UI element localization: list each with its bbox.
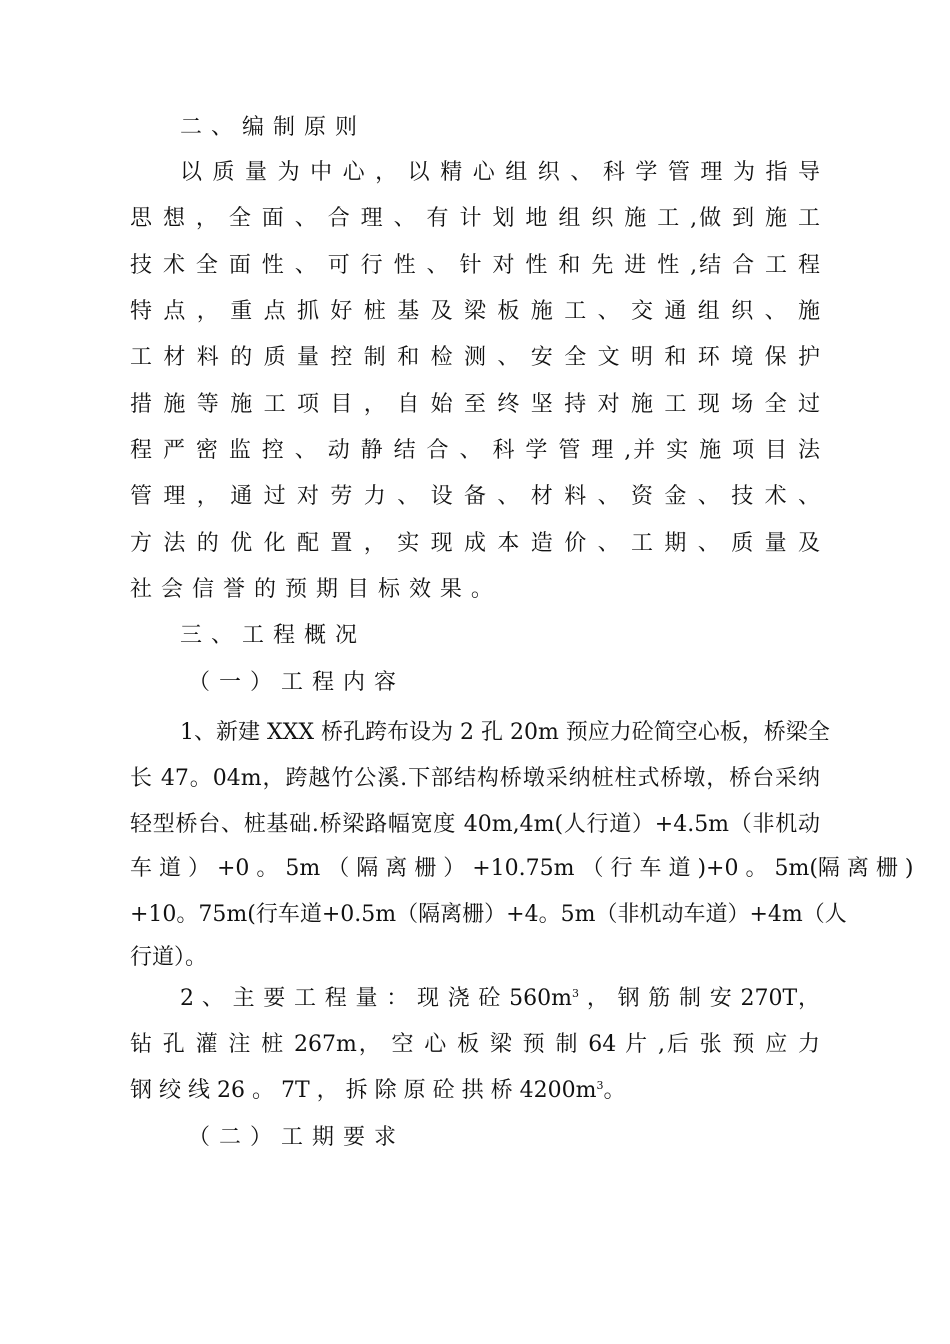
paragraph-line: 1、新建 XXX 桥孔跨布设为 2 孔 20m 预应力砼简空心板，桥梁全 [180, 720, 830, 745]
paragraph-line: 钻 孔 灌 注 桩 267m， 空 心 板 梁 预 制 64 片 ,后 张 预 应 力 [130, 1032, 820, 1057]
section-heading-principles: 二、编制原则 [180, 115, 367, 140]
paragraph-line: 特 点 ， 重 点 抓 好 桩 基 及 梁 板 施 工 、 交 通 组 织 、 施 [130, 299, 820, 324]
paragraph-line: 思 想 ， 全 面 、 合 理 、 有 计 划 地 组 织 施 工 ,做 到 施 工 [130, 206, 820, 231]
paragraph-line: 工 材 料 的 质 量 控 制 和 检 测 、 安 全 文 明 和 环 境 保 护 [130, 345, 820, 370]
paragraph-line: 措 施 等 施 工 项 目 ， 自 始 至 终 坚 持 对 施 工 现 场 全 过 [130, 392, 820, 417]
subsection-heading-schedule: （二）工期要求 [188, 1125, 406, 1150]
paragraph-line: 轻型桥台、桩基础.桥梁路幅宽度 40m,4m(人行道）+4.5m（非机动 [130, 812, 820, 837]
superscript: 3 [596, 1079, 604, 1092]
paragraph-line: 社 会 信 誉 的 预 期 目 标 效 果 。 [130, 577, 494, 602]
paragraph-line: 管 理 ， 通 过 对 劳 力 、 设 备 、 材 料 、 资 金 、 技 术 、 [130, 484, 820, 509]
paragraph-line: 钢 绞 线 26 。 7T ， 拆 除 原 砼 拱 桥 $4200m^3$。 [130, 1078, 626, 1103]
paragraph-line: +10。75m(行车道+0.5m（隔离栅）+4。5m（非机动车道）+4m（人 [130, 902, 847, 927]
paragraph-line: 方 法 的 优 化 配 置 ， 实 现 成 本 造 价 、 工 期 、 质 量 及 [130, 531, 820, 556]
paragraph-line: 行道）。 [130, 945, 208, 970]
paragraph-line: 2 、 主 要 工 程 量 ： 现 浇 砼 $560m^3$ ， 钢 筋 制 安 270T， [180, 986, 821, 1011]
superscript: 3 [571, 987, 579, 1000]
subsection-heading-content: （一）工程内容 [188, 670, 406, 695]
paragraph-line: 以 质 量 为 中 心 ， 以 精 心 组 织 、 科 学 管 理 为 指 导 [180, 160, 820, 185]
section-heading-overview: 三、工程概况 [180, 623, 367, 648]
paragraph-line: 车 道 ） +0 。 5m （ 隔 离 栅 ） +10.75m （ 行 车 道 )+0 。 5m(隔 离 栅 ) [130, 856, 914, 881]
paragraph-line: 程 严 密 监 控 、 动 静 结 合 、 科 学 管 理 ,并 实 施 项 目 法 [130, 438, 820, 463]
paragraph-line: 长 47。04m，跨越竹公溪.下部结构桥墩采纳桩柱式桥墩，桥台采纳 [130, 766, 820, 791]
paragraph-line: 技 术 全 面 性 、 可 行 性 、 针 对 性 和 先 进 性 ,结 合 工 程 [130, 253, 820, 278]
